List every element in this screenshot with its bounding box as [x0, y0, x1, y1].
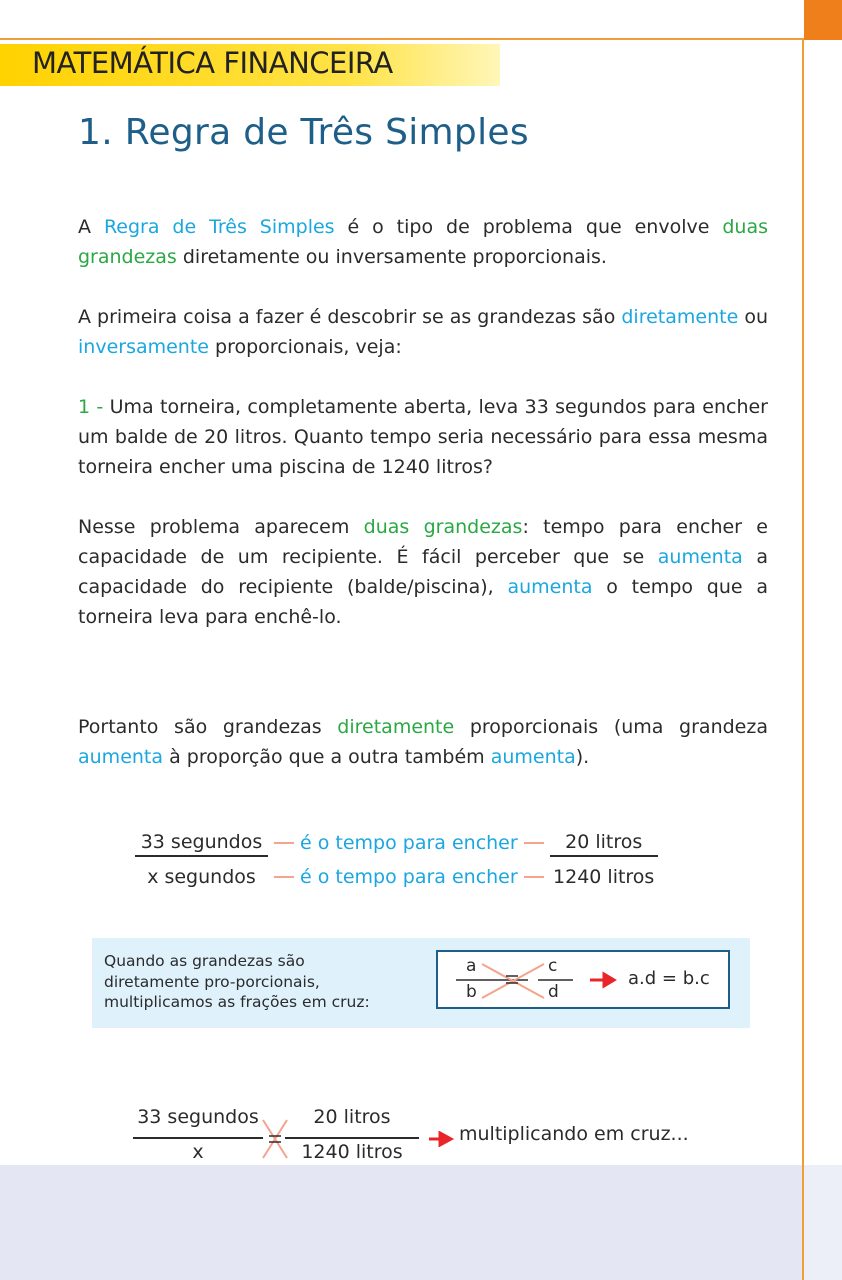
rule-line: Quando as grandezas são [104, 952, 305, 970]
proportion-row-bottom [135, 862, 715, 892]
text: : tempo para encher e capacidade de um recipiente. É fácil perceber que se [78, 516, 768, 568]
cross-multiply-caption: multiplicando em cruz... [459, 1123, 689, 1145]
fraction-denominator: x segundos [147, 866, 256, 888]
highlight-term: diretamente [621, 306, 739, 328]
rule-line: diretamente pro-porcionais, [104, 972, 320, 991]
text: Nesse problema aparecem [78, 516, 364, 538]
paragraph-intro [78, 212, 768, 272]
fraction-denominator: 1240 litros [301, 1141, 403, 1163]
text: Portanto são grandezas [78, 716, 338, 738]
formula-a: a [466, 956, 477, 976]
fraction-denominator: x [192, 1141, 204, 1163]
connector-dash [524, 876, 544, 878]
text: proporcionais (uma grandeza [454, 716, 768, 738]
highlight-term: diretamente [337, 716, 455, 738]
text: o tempo que a torneira leva para enchê-lo. [78, 576, 768, 628]
text: A primeira coisa a fazer é descobrir se as grandezas são [78, 306, 622, 328]
text: a capacidade do recipiente (balde/piscina), [78, 546, 768, 598]
footer-band [0, 1165, 802, 1280]
cross-multiplication-formula [436, 950, 730, 1009]
text: ). [575, 746, 590, 768]
paragraph-conclusion [78, 712, 768, 772]
text: à proporção que a outra também [163, 746, 491, 768]
fraction-denominator: 1240 litros [553, 866, 655, 888]
highlight-term: aumenta [657, 546, 743, 568]
formula-b: b [466, 982, 477, 1002]
chapter-title: 1. Regra de Três Simples [78, 112, 529, 153]
top-rule [0, 38, 803, 40]
arrow-right-icon [590, 974, 614, 986]
side-rule [802, 38, 804, 1280]
problem-number: 1 - [78, 396, 104, 418]
fraction-numerator: 33 segundos [135, 829, 268, 857]
relation-text: é o tempo para encher [300, 866, 518, 888]
text: é o tipo de problema que envolve [334, 216, 723, 238]
highlight-term: duas grandezas [78, 216, 768, 268]
formula-d: d [548, 982, 559, 1002]
connector-dash [274, 842, 294, 844]
highlight-term: duas grandezas [363, 516, 523, 538]
connector-dash [524, 842, 544, 844]
highlight-term: aumenta [507, 576, 593, 598]
paragraph-first-step [78, 302, 768, 362]
fraction-numerator: 20 litros [550, 829, 658, 857]
fraction-bar [133, 1137, 263, 1139]
highlight-term: inversamente [78, 336, 209, 358]
paragraph-problem [78, 392, 768, 482]
relation-text: é o tempo para encher [300, 832, 518, 854]
proportion-row-top [135, 828, 715, 858]
rule-line: multiplicamos as frações em cruz: [104, 993, 370, 1011]
fraction-numerator: 33 segundos [137, 1106, 259, 1128]
text: proporcionais, veja: [209, 336, 402, 358]
arrow-right-icon [429, 1131, 455, 1147]
rule-box [92, 938, 750, 1028]
paragraph-analysis [78, 512, 768, 632]
formula-c: c [548, 956, 558, 976]
connector-dash [274, 876, 294, 878]
text: A [78, 216, 104, 238]
text: ou [738, 306, 768, 328]
rule-text [104, 951, 434, 1013]
highlight-term: aumenta [78, 746, 164, 768]
text: Uma torneira, completamente aberta, leva 33 segundos para encher um balde de 20 litros. Quanto tempo seria necessário para essa mesma torneira encher uma piscina de 1240 litros? [78, 396, 768, 478]
highlight-term: aumenta [490, 746, 576, 768]
corner-tab [804, 0, 842, 40]
highlight-term: Regra de Três Simples [103, 216, 335, 238]
formula-result: a.d = b.c [628, 968, 710, 989]
fraction-numerator: 20 litros [313, 1106, 391, 1128]
text: diretamente ou inversamente proporcionais. [176, 246, 607, 268]
fraction-bar [285, 1137, 419, 1139]
section-title: MATEMÁTICA FINANCEIRA [32, 46, 393, 80]
footer-band-right [804, 1165, 842, 1280]
